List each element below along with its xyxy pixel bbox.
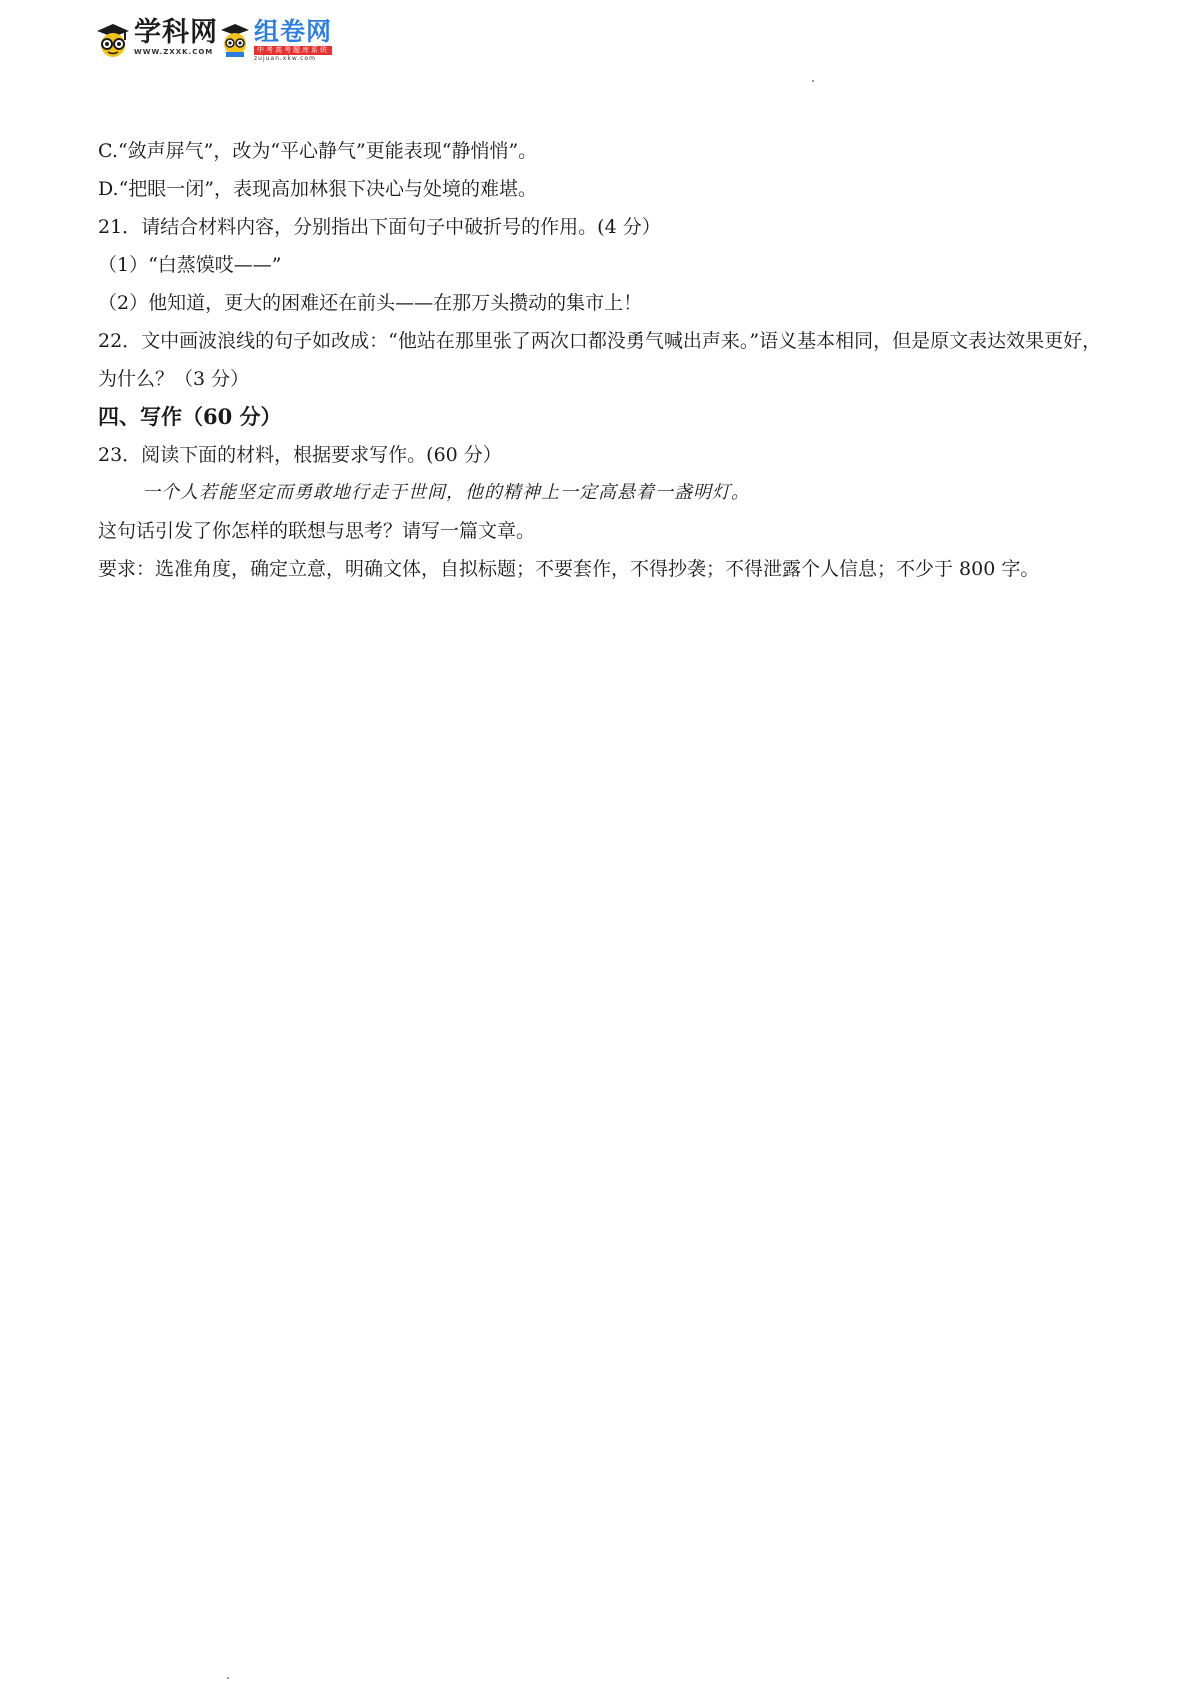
question-21: 21．请结合材料内容，分别指出下面句子中破折号的作用。(4 分） bbox=[98, 216, 661, 238]
zxxk-logo-url: WWW.ZXXK.COM bbox=[134, 48, 214, 56]
zxxk-logo-name: 学科网 bbox=[134, 17, 218, 48]
scan-speck bbox=[227, 1677, 229, 1679]
zujuan-logo-url: zujuan.xkw.com bbox=[254, 55, 316, 62]
zxxk-mascot-icon bbox=[96, 22, 130, 58]
section-heading-writing: 四、写作（60 分） bbox=[98, 404, 282, 429]
question-21-part-1: （1）“白蒸馍哎——” bbox=[98, 254, 282, 276]
question-21-part-2: （2）他知道，更大的困难还在前头——在那万头攒动的集市上！ bbox=[98, 292, 643, 314]
zujuan-logo-slogan: 中考高考题库系统 bbox=[254, 46, 332, 55]
scan-speck bbox=[812, 80, 814, 82]
question-22: 22．文中画波浪线的句子如改成：“他站在那里张了两次口都没勇气喊出声来。”语义基本相同，但是原文表达效果更好，为什么？（3 分） bbox=[98, 330, 1102, 390]
zujuan-logo-name: 组卷网 bbox=[254, 17, 333, 46]
zujuan-mascot-icon bbox=[220, 22, 250, 58]
question-23: 23．阅读下面的材料，根据要求写作。(60 分） bbox=[98, 444, 502, 466]
option-c: C.“敛声屏气”，改为“平心静气”更能表现“静悄悄”。 bbox=[98, 140, 538, 162]
document-body bbox=[98, 132, 1108, 588]
writing-requirements: 要求：选准角度，确定立意，明确文体，自拟标题；不要套作，不得抄袭；不得泄露个人信息；不少于 800 字。 bbox=[98, 558, 1040, 580]
writing-prompt: 这句话引发了你怎样的联想与思考？请写一篇文章。 bbox=[98, 520, 536, 542]
option-d: D.“把眼一闭”，表现高加林狠下决心与处境的难堪。 bbox=[98, 178, 538, 200]
writing-material-quote: 一个人若能坚定而勇敢地行走于世间，他的精神上一定高悬着一盏明灯。 bbox=[142, 482, 750, 503]
header-logos bbox=[96, 18, 332, 64]
